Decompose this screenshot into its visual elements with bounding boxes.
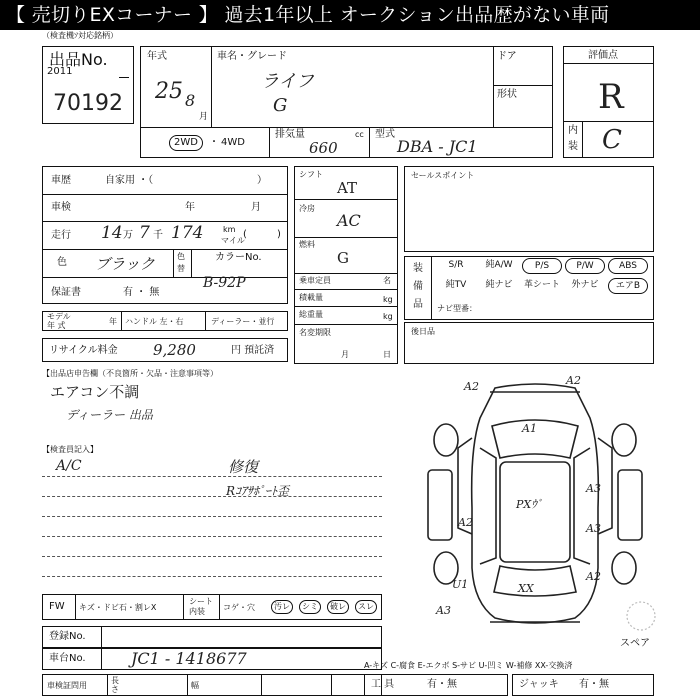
jack-options: 有・無 — [579, 679, 609, 690]
color-value: ブラック — [95, 255, 155, 273]
mark-right-side-2: A3 — [586, 522, 601, 535]
ac-value: AC — [337, 211, 361, 230]
displacement-label: 排気量 — [275, 129, 305, 140]
recycle-box — [42, 338, 288, 362]
tools-options: 有・無 — [427, 679, 457, 690]
model-code: DBA - JC1 — [397, 137, 478, 156]
history-close-paren: ） — [257, 175, 267, 186]
color-label: 色 — [57, 257, 67, 268]
cert-sub-2: 幅 — [191, 681, 199, 690]
load-unit: kg — [383, 295, 393, 304]
recycle-unit: 円 預託済 — [231, 345, 275, 356]
model-year-label-1: モデル — [47, 312, 71, 321]
inspector-note-left: A/C — [56, 458, 82, 474]
tools-box — [364, 674, 508, 696]
inspector-label: 【検査員記入】 — [42, 445, 98, 454]
sen-unit: 千 — [153, 230, 163, 241]
capacity-label: 乗車定員 — [299, 276, 331, 285]
displacement-value: 660 — [309, 139, 338, 157]
damage-item-0: キズ・ドビ石・割レX — [79, 603, 157, 612]
interior-label-2: 装 — [568, 141, 578, 152]
year-label: 年式 — [147, 51, 167, 62]
model-label: 型式 — [375, 129, 395, 140]
spare-label: スペア — [620, 638, 650, 649]
gross-unit: kg — [383, 312, 393, 321]
stamp-note: （検査機ｿ対応銘柄） — [42, 31, 118, 40]
rating-score: R — [598, 77, 624, 117]
mark-left-side: A2 — [458, 516, 473, 529]
eq-row1-item-4: ABS — [608, 258, 648, 274]
history-box — [42, 166, 288, 304]
month-value: 8 — [185, 91, 196, 110]
mark-front-center: A1 — [522, 422, 537, 435]
color-change-2: 替 — [177, 264, 185, 273]
model-year-unit: 年 — [109, 317, 117, 326]
shift-value: AT — [337, 179, 358, 197]
km-unit: km — [223, 225, 236, 234]
model-year-row — [42, 311, 288, 331]
model-year-label-2: 年 式 — [47, 321, 66, 330]
inspector-note-right-2: Rｺｱｻﾎﾟｰﾄ歪 — [226, 484, 290, 498]
interior-score: C — [602, 125, 622, 155]
eq-row1-item-0: S/R — [448, 260, 464, 270]
dealer-options: ディーラー・並行 — [211, 317, 275, 326]
equipment-label-3: 品 — [413, 299, 423, 310]
paren-open: ( — [243, 229, 247, 240]
shift-label: シフト — [299, 170, 323, 179]
handle-options: ハンドル 左・右 — [125, 317, 184, 326]
inspector-rule-line — [42, 556, 382, 557]
inspection-year-unit: 年 — [185, 202, 195, 213]
seller-note-1: エアコン不調 — [50, 383, 140, 401]
equipment-label-1: 装 — [413, 263, 423, 274]
lot-number: 70192 — [53, 91, 123, 116]
mark-front-right: A2 — [566, 374, 581, 387]
damage-code-legend: A-キズ C-腐食 E-エクボ S-サビ U-凹ミ W-補修 XX-交換済 — [364, 661, 573, 670]
color-change-1: 色 — [177, 252, 185, 261]
capacity-unit: 名 — [383, 276, 391, 285]
sales-points-box — [404, 166, 654, 252]
header-title: 【 売切りEXコーナー 】 過去1年以上 オークション出品歴がない車両 — [6, 4, 610, 26]
specs-box — [294, 166, 398, 364]
eq-row2-item-4: エアB — [608, 278, 648, 294]
lot-box — [42, 46, 134, 124]
history-options: 自家用 ・（ — [105, 175, 154, 186]
cert-label: 車検証問用 — [47, 681, 87, 690]
recycle-label: リサイクル料金 — [49, 345, 118, 356]
inspector-note-right-1: 修復 — [228, 458, 259, 476]
drive-4wd: 4WD — [221, 137, 245, 148]
eq-row2-item-1: 純ナビ — [485, 280, 513, 290]
load-label: 積載量 — [299, 293, 323, 302]
history-label: 車歴 — [51, 175, 71, 186]
mark-rear-left: A3 — [436, 604, 451, 617]
color-no-value: B-92P — [203, 275, 246, 291]
drive-2wd: 2WD — [169, 135, 203, 151]
mileage-10k: 14 — [101, 223, 123, 243]
inspector-rule-line — [42, 496, 382, 497]
jack-label: ジャッキ — [519, 679, 559, 690]
inspector-rule-line — [42, 476, 382, 477]
accessories-box — [404, 322, 654, 364]
mark-right-side-1: A3 — [586, 482, 601, 495]
eq-row2-item-0: 純TV — [445, 280, 467, 290]
fuel-value: G — [337, 249, 349, 267]
inspection-month-unit: 月 — [251, 202, 261, 213]
seller-note-2: ディーラー 出品 — [66, 408, 153, 422]
damage-item-2: コゲ・穴 — [223, 603, 255, 612]
damage-row — [42, 594, 382, 620]
damage-item-3: 汚レ — [271, 600, 293, 614]
fuel-label: 燃料 — [299, 240, 315, 249]
cert-row — [42, 674, 382, 696]
registration-row — [42, 626, 382, 648]
ac-label: 冷房 — [299, 204, 315, 213]
man-unit: 万 — [123, 230, 133, 241]
eq-row1-item-2: P/S — [522, 258, 562, 274]
mark-roof: PXｳﾞ — [516, 498, 543, 511]
damage-item-5: 破レ — [327, 600, 349, 614]
cert-sub-1: 長さ — [111, 676, 119, 694]
inspector-rule-line — [42, 576, 382, 577]
mileage-label: 走行 — [51, 230, 71, 241]
navi-label: ナビ型番： — [437, 304, 477, 313]
mile-unit: マイル — [221, 236, 245, 245]
damage-item-4: シミ — [299, 600, 321, 614]
name-label: 車名・グレード — [217, 51, 287, 62]
lot-year-stamp: 2011 — [47, 66, 73, 77]
rating-box — [563, 46, 654, 158]
sales-points-label: セールスポイント — [411, 171, 475, 180]
renewal-day: 日 — [383, 350, 391, 359]
mark-rear-right: A2 — [586, 570, 601, 583]
tools-label: 工 具 — [371, 679, 395, 690]
month-unit: 月 — [199, 112, 209, 122]
jack-box — [512, 674, 654, 696]
chassis-row — [42, 648, 382, 670]
inspector-rule-line — [42, 516, 382, 517]
inspector-rule-line — [42, 536, 382, 537]
mileage-rest: 174 — [171, 223, 204, 243]
chassis-value: JC1 - 1418677 — [131, 649, 247, 668]
page-header — [0, 0, 700, 30]
eq-row2-item-2: 革シート — [523, 280, 560, 290]
fw-label: FW — [49, 601, 65, 612]
mark-front-left: A2 — [464, 380, 479, 393]
shape-label: 形状 — [497, 89, 517, 100]
damage-item-6: スレ — [355, 600, 377, 614]
renewal-label: 名変期限 — [299, 328, 331, 337]
mileage-k: 7 — [139, 223, 150, 243]
renewal-month: 月 — [341, 350, 349, 359]
interior-label-1: 内 — [568, 125, 578, 136]
recycle-amount: 9,280 — [153, 341, 196, 359]
gross-label: 総重量 — [299, 310, 323, 319]
inspection-label: 車検 — [51, 202, 71, 213]
lot-label: 出品No. — [49, 50, 108, 69]
warranty-options: 有 ・ 無 — [123, 287, 160, 298]
mark-rear-center: XX — [518, 582, 534, 595]
displacement-unit: cc — [355, 130, 364, 139]
eq-row2-item-3: 外ナビ — [571, 280, 599, 290]
mark-rear-corner: U1 — [452, 578, 469, 591]
drive-sep: ・ — [209, 137, 219, 148]
color-no-label: カラーNo. — [215, 252, 262, 263]
damage-item-1: シート内装 — [189, 597, 213, 616]
car-name: ライフ — [261, 71, 314, 92]
paren-close: ) — [277, 229, 281, 240]
equipment-label-2: 備 — [413, 281, 423, 292]
accessories-label: 後日品 — [411, 327, 435, 336]
eq-row1-item-1: 純A/W — [485, 260, 513, 270]
registration-label: 登録No. — [49, 631, 86, 642]
eq-row1-item-3: P/W — [565, 258, 605, 274]
year-value: 25 — [155, 79, 183, 104]
warranty-label: 保証書 — [51, 287, 81, 298]
vehicle-box — [140, 46, 553, 158]
door-label: ドア — [497, 51, 517, 62]
rating-label: 評価点 — [588, 50, 618, 61]
grade-value: G — [273, 95, 288, 116]
vehicle-damage-diagram — [400, 374, 670, 638]
chassis-label: 車台No. — [49, 653, 86, 664]
seller-notes-label: 【出品店申告欄（不良箇所・欠品・注意事項等） — [42, 369, 218, 378]
